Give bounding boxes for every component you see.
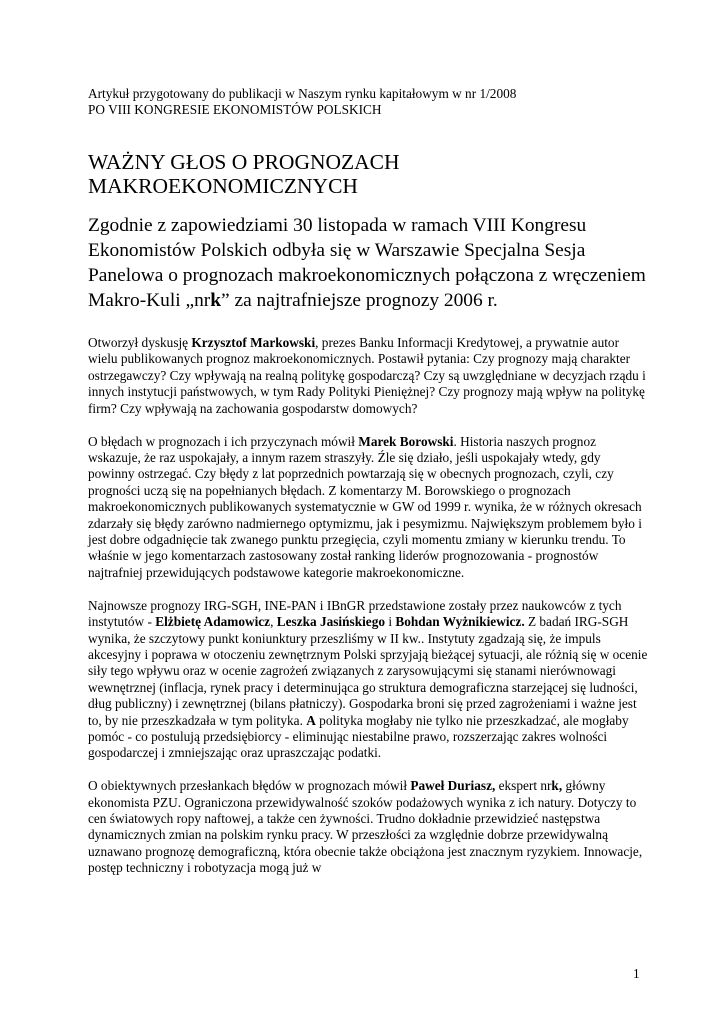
paragraph-2 [88, 434, 648, 582]
lead-text: Zgodnie z zapowiedziami 30 listopada w ramach VIII Kongresu Ekonomistów Polskich odbyła się w Warszawie Specjalna Sesja Panelowa o prognozach makroekonomicznych połączona z wręczeniem Makro-Kuli „nr [88, 215, 646, 311]
paragraph-3 [88, 598, 648, 762]
lead-text-end: ” za najtrafniejsze prognozy 2006 r. [221, 290, 498, 311]
paragraph-4 [88, 778, 648, 876]
article-title-line1: WAŻNY GŁOS O PROGNOZACH [88, 150, 400, 174]
text: ekspert nr [495, 778, 552, 794]
text: główny ekonomista PZU. Ograniczona przewidywalność szoków podażowych wynika z ich natury. Dotyczy to cen światowych ropy naftowej, a także cen żywności. Trudno dokładnie przewidzieć następstwa dynamicznych zmian na polskim rynku pracy. W przeszłości za względnie dobrze przewidywalną uznawano prognozę demograficzną, która obecnie także obciążona jest znacznym ryzykiem. Innowacje, postęp techniczny i robotyzacja mogą już w [88, 778, 643, 876]
text: Najnowsze prognozy IRG-SGH, INE-PAN i IBnGR przedstawione zostały przez naukowców z tych instytutów - [88, 597, 622, 630]
paragraph-1 [88, 335, 648, 417]
person-name: Marek Borowski [358, 433, 454, 449]
text: Otworzył dyskusję [88, 335, 192, 350]
text: . Historia naszych prognoz wskazuje, że raz uspokajały, a innym razem straszyły. Źle się działo, jeśli uspokajały wtedy, gdy powinny ostrzegać. Czy błędy z lat poprzednich powtarzają się w obecnych prognozach, czyli, czy progności uczą się na popełnianych błędach. Z komentarzy M. Borowskiego o prognozach makroekonomicznych publikowanych systematycznie w GW od 1999 r. wynika, że w różnych okresach zdarzały się błędy zarówno nadmiernego optymizmu, jak i pesymizmu. Największym problemem było i jest dobre odgadnięcie tak zwanego punktu przegięcia, czyli momentu zmiany w kierunku trendu. To właśnie w jego komentarzach zastosowany został ranking liderów prognozowania - prognostów najtrafniej przewidujących podstawowe kategorie makroekonomiczne. [88, 433, 642, 580]
lead-paragraph [88, 213, 648, 313]
article-title [88, 150, 648, 198]
text: , prezes Banku Informacji Kredytowej, a prywatnie autor wielu publikowanych prognoz makroekonomicznych. Postawił pytania: Czy prognozy mają charakter ostrzegawczy? Czy wpływają na realną politykę gospodarczą? Czy są uwzględniane w decyzjach rządu i innych instytucji państwowych, w tym Rady Polityki Pieniężnej? Czy prognozy mają wpływ na politykę firm? Czy wpływają na zachowania gospodarstw domowych? [88, 335, 646, 416]
text: O obiektywnych przesłankach błędów w prognozach mówił [88, 778, 411, 794]
person-name: Bohdan Wyżnikiewicz. [395, 614, 525, 630]
text: polityka mogłaby nie tylko nie przeszkadzać, ale mogłaby pomóc - co postulują przedsiębiorcy - eliminując niestabilne prawo, rozszerzając zakres wolności gospodarczej i zmniejszając oraz upraszczając podatki. [88, 712, 629, 761]
person-name: Paweł Duriasz, [410, 778, 496, 794]
bold-letter: k, [551, 778, 563, 794]
document-page [88, 86, 648, 877]
text: Z badań IRG-SGH wynika, że szczytowy punkt koniunktury przeszliśmy w II kw.. Instytuty zgadzają się, że impuls akcesyjny i poprawa w otoczeniu zewnętrznym Polski sprzyjają bieżącej sytuacji, ale różnią się w ocenie siły tego wpływu oraz w ocenie zagrożeń związanych z zarysowującymi się stanami nierównowagi wewnętrznej (inflacja, rynek pracy i determinująca go struktura demograficzna starzejącej się ludności, dług publiczny) i zewnętrznej (bilans płatniczy). Gospodarka broni się przed zagrożeniami i ważne jest to, by nie przeszkadzała w tym polityka. [88, 614, 648, 728]
lead-bold: k [210, 290, 222, 311]
person-name: Leszka Jasińskiego [276, 614, 385, 630]
publication-note: Artykuł przygotowany do publikacji w Naszym rynku kapitałowym w nr 1/2008 [88, 86, 517, 101]
page-number: 1 [633, 966, 640, 981]
person-name: Elżbietę Adamowicz [155, 614, 271, 630]
article-title-line2: MAKROEKONOMICZNYCH [88, 174, 358, 198]
text: , [270, 614, 277, 630]
text: O błędach w prognozach i ich przyczynach mówił [88, 433, 359, 449]
text: i [385, 614, 396, 630]
person-name: Krzysztof Markowski [191, 335, 316, 350]
section-heading: PO VIII KONGRESIE EKONOMISTÓW POLSKICH [88, 102, 382, 117]
bold-letter: A [306, 712, 316, 728]
